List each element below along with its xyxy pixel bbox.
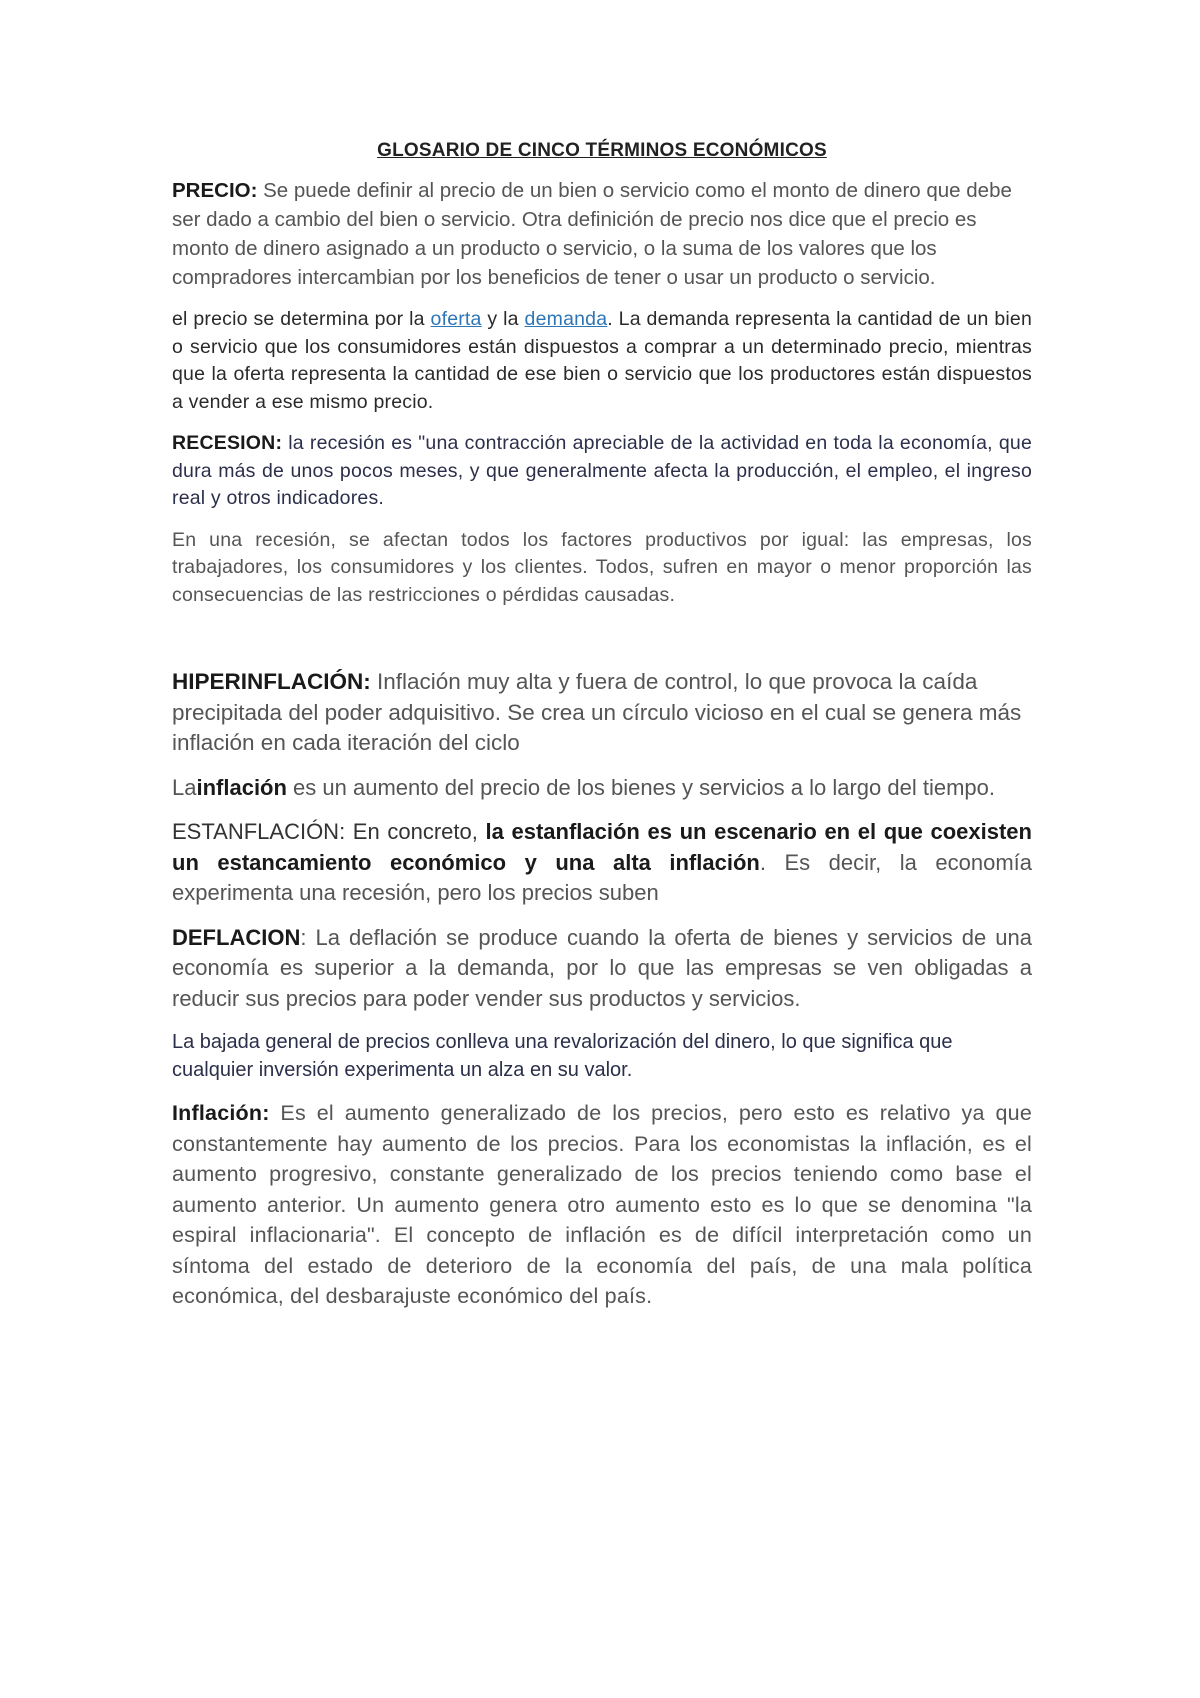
definition-text-hiperinflacion: Inflación muy alta y fuera de control, lo que provoca la caída precipitada del poder adquisitivo. Se crea un círculo vicioso en el cual se genera más inflación en cada iteración del ciclo [172,669,1022,755]
document-title: GLOSARIO DE CINCO TÉRMINOS ECONÓMICOS [377,140,827,161]
paragraph-hiperinflacion [172,667,1032,759]
paragraph-deflacion-detail: La bajada general de precios conlleva una revalorización del dinero, lo que significa que cualquier inversión experimenta un alza en su valor. [172,1031,953,1081]
paragraph-deflacion [172,923,1032,1015]
text-segment: el precio se determina por la [172,308,431,330]
paragraph-precio-oferta-demanda [172,306,1032,416]
text-segment: y la [481,308,525,330]
estanflacion-bold-text: la estanflación es un escenario en el que coexisten un estancamiento económico y una alta inflación [172,819,1032,875]
term-label-estanflacion: ESTANFLACIÓN: En concreto, [172,819,486,844]
link-oferta[interactable]: oferta [430,308,482,330]
link-demanda[interactable]: demanda [524,308,608,330]
term-label-hiperinflacion: HIPERINFLACIÓN: [172,669,371,694]
document-page [172,140,1032,1312]
definition-text-recesion: la recesión es "una contracción apreciable de la actividad en toda la economía, que dura más de unos pocos meses, y que generalmente afecta la producción, el empleo, el ingreso real y otros indicadores. [172,432,1032,509]
paragraph-precio [172,176,1032,292]
term-label-deflacion: DEFLACION [172,924,301,950]
term-label-recesion: RECESION: [172,432,283,454]
paragraph-recesion-detail: En una recesión, se afectan todos los factores productivos por igual: las empresas, los trabajadores, los consumidores y los clientes. Todos, sufren en mayor o menor proporción las consecuencias de las restricciones o pérdidas causadas. [172,528,1032,606]
text-segment: . La demanda representa la cantidad de un bien o servicio que los consumidores están dispuestos a comprar a un determinado precio, mientras que la oferta representa la cantidad de ese bien o servicio que los productores están dispuestos a vender a ese mismo precio. [172,308,1032,413]
term-label-inflacion: Inflación: [172,1101,270,1125]
paragraph-inflacion [172,1098,1032,1312]
term-label-precio: PRECIO: [172,179,258,202]
definition-text-precio: Se puede definir al precio de un bien o servicio como el monto de dinero que debe ser dado a cambio del bien o servicio. Otra definición de precio nos dice que el precio es monto de dinero asignado a un producto o servicio, o la suma de los valores que los compradores intercambian por los beneficios de tener o usar un producto o servicio. [172,179,1012,289]
definition-text-inflacion: Es el aumento generalizado de los precios, pero esto es relativo ya que constantemente hay aumento de los precios. Para los economistas la inflación, es el aumento progresivo, constante generalizado de los precios teniendo como base el aumento anterior. Un aumento genera otro aumento esto es lo que se denomina "la espiral inflacionaria". El concepto de inflación es de difícil interpretación como un síntoma del estado de deterioro de la economía del país, de una mala política económica, del desbarajuste económico del país. [172,1101,1032,1308]
term-inflacion-bold: inflación [196,774,287,800]
paragraph-recesion [172,430,1032,513]
definition-text-deflacion: : La deflación se produce cuando la oferta de bienes y servicios de una economía es superior a la demanda, por lo que las empresas se ven obligadas a reducir sus precios para poder vender sus productos y servicios. [172,924,1032,1011]
paragraph-inflacion-definition [172,773,1032,804]
definition-text-inflacion-short: es un aumento del precio de los bienes y servicios a lo largo del tiempo. [286,774,995,800]
definition-text-estanflacion: . Es decir, la economía experimenta una recesión, pero los precios suben [172,849,1032,905]
text-prefix: La [172,774,197,800]
paragraph-estanflacion [172,817,1032,909]
